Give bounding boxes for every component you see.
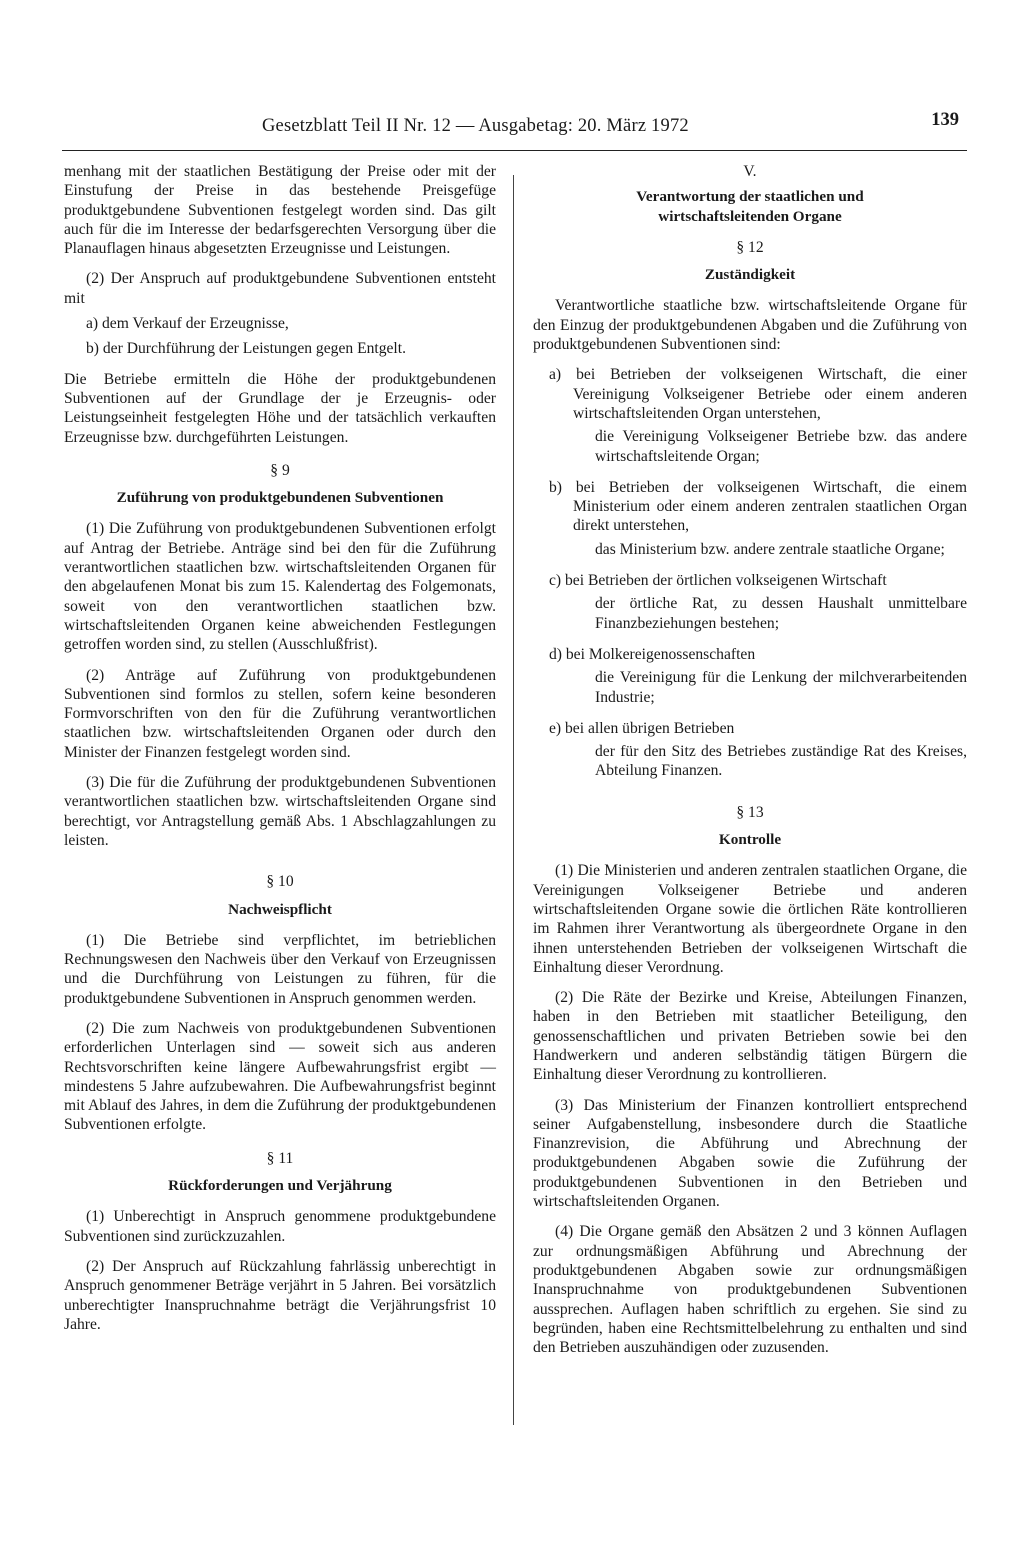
page-number: 139	[931, 110, 959, 130]
list-item-e: e) bei allen übrigen Betrieben	[549, 719, 735, 737]
section-11-title: Rückforderungen und Verjährung	[168, 1177, 392, 1195]
section-9-paragraph-1: (1) Die Zuführung von produktgebundenen Subventionen erfolgt auf Antrag der Betriebe. Anträge sind bei den für die Zuführung verantwortlichen staatlichen bzw. wirtschaftsleitenden Organen für den abgelaufenen Monat bis zum 15. Kalendertag des Folgemonats, soweit von den verantwortlichen staatlichen bzw. wirtschaftsleitenden Organen keine abweichenden Festlegungen getroffen worden sind, zu stellen (Ausschlußfrist).	[64, 520, 496, 654]
list-item-b: b) der Durchführung der Leistungen gegen Entgelt.	[86, 340, 406, 358]
column-divider	[513, 175, 514, 1425]
list-item-a: a) bei Betrieben der volkseigenen Wirtschaft, die einer Vereinigung Volkseigener Betriebe oder einem anderen wirtschaftsleitenden Organ unterstehen,	[549, 366, 967, 422]
list-item-e-responsible: der für den Sitz des Betriebes zuständige Rat des Kreises, Abteilung Finanzen.	[595, 743, 967, 780]
left-column	[64, 162, 496, 1345]
paragraph-continuation: menhang mit der staatlichen Bestätigung der Preise oder mit der Einstufung der Preise in das bestehende Preisgefüge produktgebundene Subventionen festgelegt worden sind. Das gilt auch für die im Interesse der bedarfsgerechten Versorgung über die Planauflagen hinaus abgesetzten Erzeugnisse und Leistungen.	[64, 163, 496, 258]
right-column	[533, 162, 967, 1368]
section-13-paragraph-2: (2) Die Räte der Bezirke und Kreise, Abteilungen Finanzen, haben in den Betrieben mit staatlicher Beteiligung, den genossenschaftlichen und privaten Betrieben sowie bei den Handwerkern und anderen selbständig tätigen Bürgern die Einhaltung dieser Verordnung zu kontrollieren.	[533, 989, 967, 1084]
list-item-a: a) dem Verkauf der Erzeugnisse,	[86, 315, 289, 333]
section-11-paragraph-2: (2) Der Anspruch auf Rückzahlung fahrlässig unberechtigt in Anspruch genommener Beträge verjährt in 5 Jahren. Bei vorsätzlich unberechtigter Inanspruchnahme beträgt die Verjährungsfrist 10 Jahre.	[64, 1257, 496, 1333]
section-13-number: § 13	[736, 803, 764, 821]
section-12-title: Zuständigkeit	[704, 266, 796, 284]
list-item-b-responsible: das Ministerium bzw. andere zentrale staatliche Organe;	[595, 540, 945, 558]
section-11-paragraph-1: (1) Unberechtigt in Anspruch genommene produktgebundene Subventionen sind zurückzuzahlen.	[64, 1208, 496, 1245]
section-10-title: Nachweispflicht	[228, 900, 332, 918]
section-12-intro: Verantwortliche staatliche bzw. wirtschaftsleitende Organe für den Einzug der produktgebundenen Abgaben und die Zuführung von produktgebundenen Subventionen sind:	[533, 297, 967, 354]
section-13-paragraph-3: (3) Das Ministerium der Finanzen kontrolliert entsprechend seiner Aufgabenstellung, insbesondere durch die Staatliche Finanzrevision, die Abführung und Abrechnung der produktgebundenen Abgaben sowie die Zuführung der produktgebundenen Subventionen in den Betrieben und wirtschaftsleitenden Organen.	[533, 1096, 967, 1211]
section-10-paragraph-2: (2) Die zum Nachweis von produktgebundenen Subventionen erforderlichen Unterlagen sind — soweit sich aus anderen Rechtsvorschriften keine längere Aufbewahrungsfrist ergibt — mindestens 5 Jahre aufzubewahren. Die Aufbewahrungsfrist beginnt mit Ablauf des Jahres, in dem die Zuführung der produktgebundenen Subventionen erfolgte.	[64, 1019, 496, 1134]
part-number: V.	[743, 163, 757, 180]
list-item-c-responsible: der örtliche Rat, zu dessen Haushalt unmittelbare Finanzbeziehungen bestehen;	[595, 595, 967, 632]
section-9-paragraph-3: (3) Die für die Zuführung der produktgebundenen Subventionen verantwortlichen staatlichen bzw. wirtschaftsleitenden Organe sind berechtigt, vor Antragstellung gemäß Abs. 1 Abschlagzahlungen zu leisten.	[64, 774, 496, 849]
section-13-title: Kontrolle	[718, 831, 782, 849]
part-title: Verantwortung der staatlichen und wirtschaftsleitenden Organe	[636, 188, 864, 225]
section-10-number: § 10	[266, 873, 294, 891]
section-9-number: § 9	[270, 461, 290, 479]
section-12-number: § 12	[736, 238, 764, 256]
list-item-b: b) bei Betrieben der volkseigenen Wirtschaft, die einem Ministerium oder einem anderen zentralen staatlichen Organ direkt unterstehen,	[549, 478, 967, 535]
list-item-d-responsible: die Vereinigung für die Lenkung der milchverarbeitenden Industrie;	[595, 669, 967, 706]
header-title: Gesetzblatt Teil II Nr. 12 — Ausgabetag: 20. März 1972	[262, 116, 689, 136]
paragraph-betriebe: Die Betriebe ermitteln die Höhe der produktgebundenen Subventionen auf der Grundlage der je Erzeugnis- oder Leistungseinheit festgelegten Höhe und der tatsächlich verkauften Erzeugnisse bzw. durchgeführten Leistungen.	[64, 370, 496, 446]
list-item-a-responsible: die Vereinigung Volkseigener Betriebe bzw. das andere wirtschaftsleitende Organ;	[595, 428, 967, 465]
section-10-paragraph-1: (1) Die Betriebe sind verpflichtet, im betrieblichen Rechnungswesen den Nachweis über den Verkauf von Erzeugnissen und die Durchführung von Leistungen zu führen, für die produktgebundene Subventionen in Anspruch genommen werden.	[64, 931, 496, 1007]
list-item-c: c) bei Betrieben der örtlichen volkseigenen Wirtschaft	[549, 572, 887, 590]
paragraph-2: (2) Der Anspruch auf produktgebundene Subventionen entsteht mit	[64, 270, 496, 307]
list-item-d: d) bei Molkereigenossenschaften	[549, 645, 756, 663]
section-13-paragraph-4: (4) Die Organe gemäß den Absätzen 2 und 3 können Auflagen zur ordnungsmäßigen Abführung und Abrechnung der produktgebundenen Abgaben sowie zur ordnungsmäßigen Inanspruchnahme von produktgebundenen Subventionen aussprechen. Auflagen haben schriftlich zu ergehen. Sie sind zu begründen, haben eine Rechtsmittelbelehrung zu enthalten und sind den Betrieben auszuhändigen oder zuzusenden.	[533, 1223, 967, 1357]
section-13-paragraph-1: (1) Die Ministerien und anderen zentralen staatlichen Organe, die Vereinigungen Volkseigener Betriebe und anderen wirtschaftsleitenden Organe sowie die örtlichen Räte kontrollieren im Rahmen ihrer Verantwortung als übergeordnete Organe in den ihnen unterstehenden Betrieben der volkseigenen Wirtschaft die Einhaltung dieser Verordnung.	[533, 862, 967, 976]
section-9-title: Zuführung von produktgebundenen Subventionen	[116, 489, 444, 507]
header-rule	[62, 150, 967, 151]
page-header	[62, 110, 967, 150]
section-11-number: § 11	[266, 1149, 294, 1167]
section-9-paragraph-2: (2) Anträge auf Zuführung von produktgebundenen Subventionen sind formlos zu stellen, sofern keine besonderen Formvorschriften von den für die Zuführung verantwortlichen staatlichen bzw. wirtschaftsleitenden Organen oder durch den Minister der Finanzen festgelegt worden sind.	[64, 666, 496, 761]
